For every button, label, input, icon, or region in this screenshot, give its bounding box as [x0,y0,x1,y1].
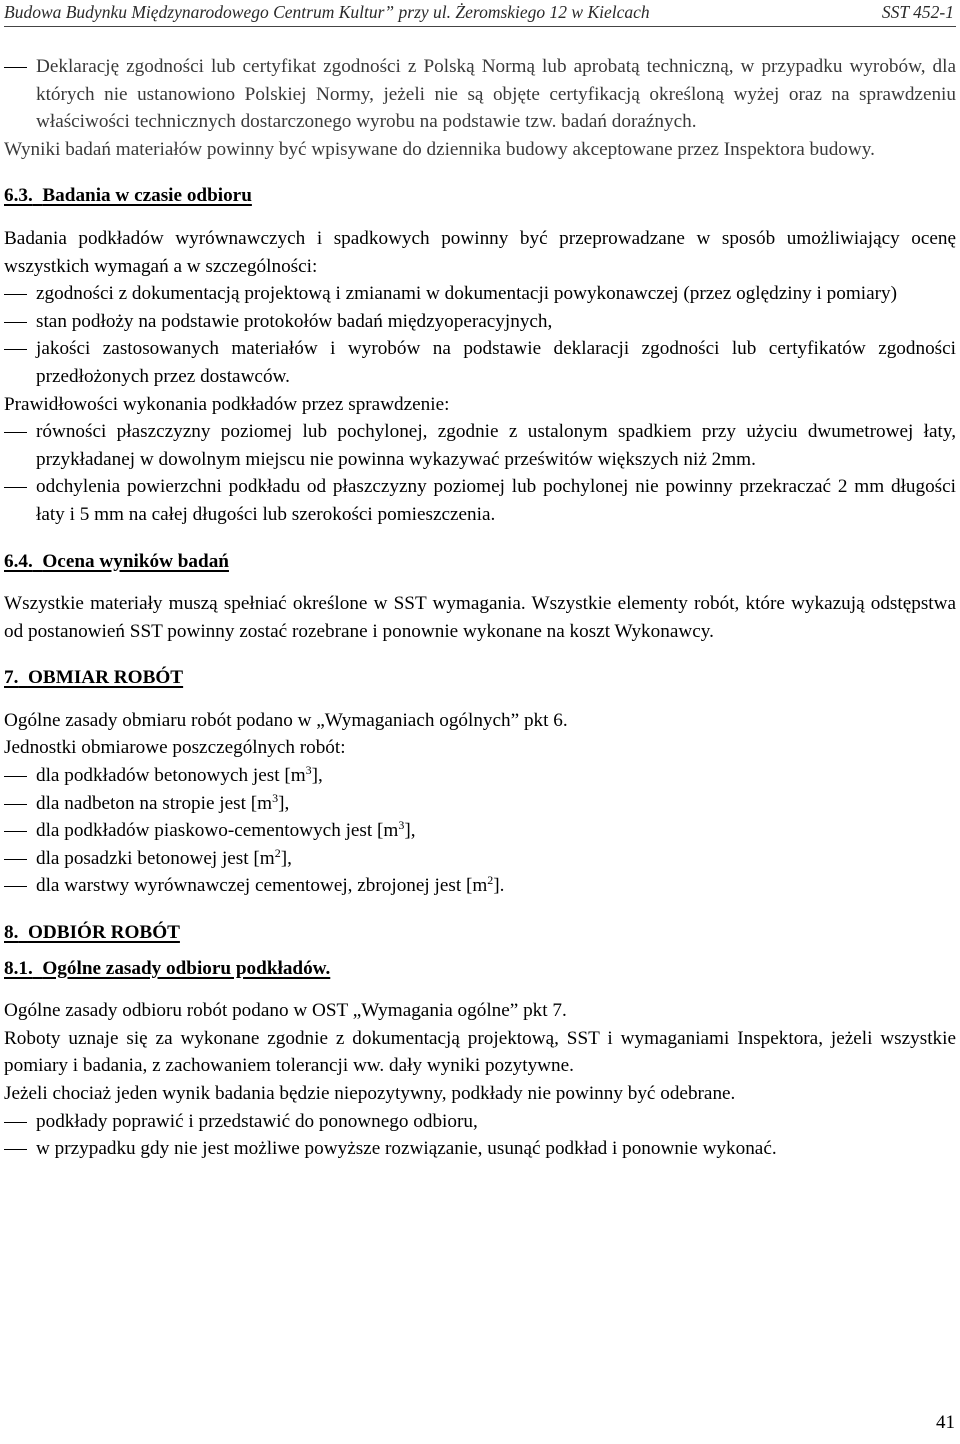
section-6-3-heading: 6.3. Badania w czasie odbioru [4,185,252,207]
list-item: dla podkładów betonowych jest $[m^3]$, [4,762,956,790]
section-8-1-paragraph-2: Roboty uznaje się za wykonane zgodnie z dokumentacją projektową, SST i wymaganiami Inspektora, jeżeli wszystkie pomiary i badania, z zachowaniem tolerancji ww. dały wyniki pozytywne. [4,1027,956,1077]
list-item: w przypadku gdy nie jest możliwe powyższe rozwiązanie, usunąć podkład i ponownie wykonać. [4,1135,956,1163]
section-7-heading: 7. OBMIAR ROBÓT [4,667,184,689]
header-title: Budowa Budynku Międzynarodowego Centrum Kultur” przy ul. Żeromskiego 12 w Kielcach [4,2,650,22]
intro-bullet: Deklarację zgodności lub certyfikat zgodności z Polską Normą lub aprobatą techniczną, w przypadku wyrobów, dla których nie ustanowiono Polskiej Normy, jeżeli nie są objęte certyfikacją określoną wyżej oraz na sprawdzeniu właściwości technicznych dostarczonego wyrobu na podstawie tzw. badań doraźnych. [4,53,956,136]
intro-paragraph: Wyniki badań materiałów powinny być wpisywane do dziennika budowy akceptowane przez Inspektora budowy. [4,138,875,160]
list-item: stan podłoży na podstawie protokołów badań międzyoperacyjnych, [4,308,956,336]
section-8-1-paragraph-1: Ogólne zasady odbioru robót podano w OST „Wymagania ogólne” pkt 7. [4,1000,567,1022]
list-item: zgodności z dokumentacją projektową i zmianami w dokumentacji powykonawczej (przez oględziny i pomiary) [4,280,956,308]
page-number: 41 [936,1412,955,1433]
section-7-paragraph-2: Jednostki obmiarowe poszczególnych robót: [4,737,346,759]
section-6-4-heading: 6.4. Ocena wyników badań [4,550,229,572]
section-8-1-heading: 8.1. Ogólne zasady odbioru podkładów. [4,957,331,979]
page-header [4,2,956,27]
list-item: równości płaszczyzny poziomej lub pochylonej, zgodnie z ustalonym spadkiem przy użyciu dwumetrowej łaty, przykładanej w dowolnym miejscu nie powinna wykazywać prześwitów większych niż 2mm. [4,418,956,473]
section-6-4-paragraph: Wszystkie materiały muszą spełniać określone w SST wymagania. Wszystkie elementy robót, które wykazują odstępstwa od postanowień SST powinny zostać rozebrane i ponownie wykonane na koszt Wykonawcy. [4,593,956,642]
list-item: dla posadzki betonowej jest $[m^2]$, [4,845,956,873]
section-6-3-paragraph-2: Prawidłowości wykonania podkładów przez sprawdzenie: [4,393,450,415]
section-8-1-paragraph-3: Jeżeli chociaż jeden wynik badania będzie niepozytywny, podkłady nie powinny być odebrane. [4,1083,736,1104]
list-item: dla warstwy wyrównawczej cementowej, zbrojonej jest $[m^2]$. [4,872,956,900]
section-8-heading: 8. ODBIÓR ROBÓT [4,922,180,944]
list-item: jakości zastosowanych materiałów i wyrobów na podstawie deklaracji zgodności lub certyfikatów zgodności przedłożonych przez dostawców. [4,335,956,390]
page-content [4,53,956,1163]
section-6-3-paragraph: Badania podkładów wyrównawczych i spadkowych powinny być przeprowadzane w sposób umożliwiający ocenę wszystkich wymagań a w szczególności: [4,227,956,277]
list-item: odchylenia powierzchni podkładu od płaszczyzny poziomej lub pochylonej nie powinny przekraczać 2 mm długości łaty i 5 mm na całej długości lub szerokości pomieszczenia. [4,473,956,528]
list-item: dla nadbeton na stropie jest $[m^3]$, [4,790,956,818]
list-item: dla podkładów piaskowo-cementowych jest $[m^3]$, [4,817,956,845]
header-code: SST 452-1 [881,2,954,22]
list-item: podkłady poprawić i przedstawić do ponownego odbioru, [4,1108,956,1136]
section-7-paragraph-1: Ogólne zasady obmiaru robót podano w „Wymaganiach ogólnych” pkt 6. [4,709,568,731]
